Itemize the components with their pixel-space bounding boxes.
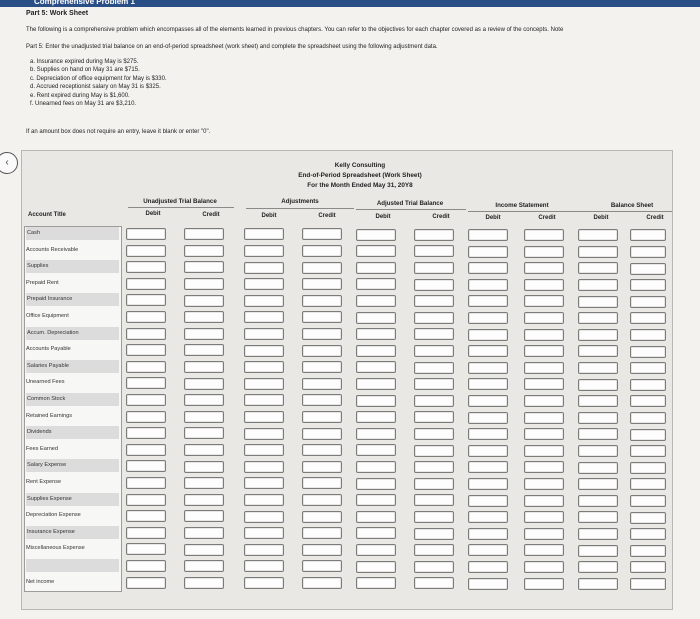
amount-input-bs-credit[interactable] — [630, 246, 666, 258]
amount-input-is-credit[interactable] — [524, 262, 564, 274]
amount-input-adj-credit[interactable] — [302, 328, 342, 340]
amount-input-bs-credit[interactable] — [630, 445, 666, 457]
amount-input-adj-credit[interactable] — [302, 461, 342, 473]
account-label: Supplies Expense — [26, 493, 119, 506]
amount-input-is-debit[interactable] — [468, 229, 508, 241]
amount-input-adj-debit[interactable] — [244, 511, 284, 523]
amount-input-bs-credit[interactable] — [630, 578, 666, 590]
amount-input-atb-debit[interactable] — [356, 511, 396, 523]
amount-input-bs-debit[interactable] — [578, 345, 618, 357]
amount-input-bs-credit[interactable] — [630, 379, 666, 391]
group-divider — [128, 207, 234, 208]
amount-input-bs-debit[interactable] — [578, 246, 618, 258]
amount-input-bs-credit[interactable] — [630, 528, 666, 540]
amount-input-bs-debit[interactable] — [578, 296, 618, 308]
amount-input-atb-debit[interactable] — [356, 561, 396, 573]
amount-input-utb-credit[interactable] — [184, 295, 224, 307]
amount-input-utb-credit[interactable] — [184, 544, 224, 556]
amount-input-utb-credit[interactable] — [184, 311, 224, 323]
intro-text: The following is a comprehensive problem which encompasses all of the elements learned in previous chapters. You can refer to the objectives for each chapter covered as a review of the concepts. Note — [26, 27, 564, 33]
group-adjusted-tb: Adjusted Trial Balance — [376, 200, 444, 207]
amount-input-bs-credit[interactable] — [630, 296, 666, 308]
amount-input-bs-debit[interactable] — [578, 495, 618, 507]
amount-input-utb-debit[interactable] — [126, 344, 166, 356]
amount-input-is-credit[interactable] — [524, 461, 564, 473]
amount-input-utb-credit[interactable] — [184, 444, 224, 456]
amount-input-atb-debit[interactable] — [356, 428, 396, 440]
amount-input-adj-debit[interactable] — [244, 245, 284, 257]
amount-input-atb-credit[interactable] — [414, 312, 454, 324]
amount-input-adj-credit[interactable] — [302, 378, 342, 390]
account-label: Net income — [26, 578, 55, 585]
amount-input-utb-credit[interactable] — [184, 510, 224, 522]
amount-input-utb-debit[interactable] — [126, 527, 166, 539]
amount-input-atb-debit[interactable] — [356, 444, 396, 456]
amount-input-is-debit[interactable] — [468, 412, 508, 424]
amount-input-utb-debit[interactable] — [126, 427, 166, 439]
amount-input-adj-credit[interactable] — [302, 278, 342, 290]
amount-input-atb-credit[interactable] — [414, 428, 454, 440]
amount-input-utb-debit[interactable] — [126, 278, 166, 290]
account-label: Cash — [26, 227, 119, 240]
amount-input-atb-credit[interactable] — [414, 328, 454, 340]
group-divider — [578, 211, 672, 212]
amount-input-bs-debit[interactable] — [578, 528, 618, 540]
amount-input-adj-debit[interactable] — [244, 544, 284, 556]
amount-input-utb-debit[interactable] — [126, 444, 166, 456]
amount-input-adj-debit[interactable] — [244, 394, 284, 406]
amount-input-atb-credit[interactable] — [414, 395, 454, 407]
amount-input-atb-debit[interactable] — [356, 229, 396, 241]
amount-input-atb-credit[interactable] — [414, 528, 454, 540]
col-is-debit: Debit — [485, 215, 501, 221]
amount-input-is-credit[interactable] — [524, 295, 564, 307]
amount-input-adj-credit[interactable] — [302, 394, 342, 406]
col-is-credit: Credit — [538, 215, 556, 221]
amount-input-is-credit[interactable] — [524, 345, 564, 357]
amount-input-bs-credit[interactable] — [630, 229, 666, 241]
account-label: Insurance Expense — [26, 526, 119, 539]
amount-input-atb-credit[interactable] — [414, 494, 454, 506]
amount-input-bs-debit[interactable] — [578, 428, 618, 440]
amount-input-atb-credit[interactable] — [414, 345, 454, 357]
amount-input-bs-debit[interactable] — [578, 329, 618, 341]
amount-input-is-debit[interactable] — [468, 511, 508, 523]
amount-input-adj-debit[interactable] — [244, 262, 284, 274]
amount-input-bs-debit[interactable] — [578, 445, 618, 457]
amount-input-is-debit[interactable] — [468, 279, 508, 291]
col-adj-debit: Debit — [261, 213, 277, 219]
amount-input-utb-credit[interactable] — [184, 461, 224, 473]
chevron-left-icon[interactable]: ‹ — [0, 152, 18, 174]
amount-input-bs-credit[interactable] — [630, 312, 666, 324]
amount-input-atb-credit[interactable] — [414, 561, 454, 573]
account-label: Accounts Receivable — [26, 246, 79, 253]
amount-input-bs-credit[interactable] — [630, 495, 666, 507]
amount-input-adj-credit[interactable] — [302, 228, 342, 240]
worksheet-period: For the Month Ended May 31, 20Y8 — [307, 182, 413, 189]
amount-input-utb-credit[interactable] — [184, 494, 224, 506]
amount-input-is-credit[interactable] — [524, 412, 564, 424]
amount-input-utb-credit[interactable] — [184, 328, 224, 340]
amount-input-bs-credit[interactable] — [630, 478, 666, 490]
amount-input-is-credit[interactable] — [524, 528, 564, 540]
amount-input-atb-debit[interactable] — [356, 527, 396, 539]
amount-input-is-credit[interactable] — [524, 544, 564, 556]
amount-input-bs-credit[interactable] — [630, 279, 666, 291]
amount-input-atb-debit[interactable] — [356, 295, 396, 307]
amount-input-utb-debit[interactable] — [126, 510, 166, 522]
account-label: Accum. Depreciation — [26, 327, 119, 340]
amount-input-atb-credit[interactable] — [414, 229, 454, 241]
amount-input-adj-credit[interactable] — [302, 262, 342, 274]
amount-input-utb-debit[interactable] — [126, 494, 166, 506]
account-label: Prepaid Insurance — [26, 293, 119, 306]
amount-input-utb-credit[interactable] — [184, 278, 224, 290]
amount-input-utb-credit[interactable] — [184, 560, 224, 572]
amount-input-utb-debit[interactable] — [126, 460, 166, 472]
group-unadjusted-tb: Unadjusted Trial Balance — [143, 198, 217, 205]
group-adjustments: Adjustments — [281, 198, 319, 205]
amount-input-adj-debit[interactable] — [244, 378, 284, 390]
amount-input-utb-debit[interactable] — [126, 228, 166, 240]
amount-input-utb-credit[interactable] — [184, 361, 224, 373]
amount-input-bs-debit[interactable] — [578, 312, 618, 324]
account-label — [26, 559, 119, 572]
amount-input-utb-credit[interactable] — [184, 261, 224, 273]
amount-input-adj-credit[interactable] — [302, 295, 342, 307]
amount-input-utb-debit[interactable] — [126, 245, 166, 257]
amount-input-atb-debit[interactable] — [356, 345, 396, 357]
amount-input-adj-debit[interactable] — [244, 428, 284, 440]
col-utb-debit: Debit — [145, 211, 161, 217]
amount-input-atb-debit[interactable] — [356, 478, 396, 490]
amount-input-atb-debit[interactable] — [356, 395, 396, 407]
amount-input-atb-debit[interactable] — [356, 461, 396, 473]
amount-input-atb-credit[interactable] — [414, 577, 454, 589]
amount-input-utb-credit[interactable] — [184, 394, 224, 406]
amount-input-is-debit[interactable] — [468, 329, 508, 341]
adjustment-item: e. Rent expired during May is $1,600. — [30, 92, 130, 99]
worksheet-title: End-of-Period Spreadsheet (Work Sheet) — [298, 172, 422, 179]
amount-input-adj-credit[interactable] — [302, 511, 342, 523]
amount-input-is-debit[interactable] — [468, 528, 508, 540]
amount-input-atb-debit[interactable] — [356, 245, 396, 257]
amount-input-is-debit[interactable] — [468, 378, 508, 390]
amount-input-bs-debit[interactable] — [578, 262, 618, 274]
amount-input-is-debit[interactable] — [468, 478, 508, 490]
amount-input-is-debit[interactable] — [468, 246, 508, 258]
amount-input-is-debit[interactable] — [468, 544, 508, 556]
group-divider — [356, 209, 466, 210]
amount-input-utb-credit[interactable] — [184, 527, 224, 539]
amount-input-bs-credit[interactable] — [630, 329, 666, 341]
amount-input-is-debit[interactable] — [468, 428, 508, 440]
amount-input-bs-debit[interactable] — [578, 412, 618, 424]
part-instruction: Part 5: Enter the unadjusted trial balance on an end-of-period spreadsheet (work sheet) and complete the spreadsheet using the following adjustment data. — [26, 44, 438, 50]
amount-input-bs-debit[interactable] — [578, 511, 618, 523]
account-label: Retained Earnings — [26, 412, 73, 419]
amount-input-bs-debit[interactable] — [578, 379, 618, 391]
amount-input-bs-debit[interactable] — [578, 362, 618, 374]
account-label: Salaries Payable — [26, 360, 119, 373]
amount-input-is-debit[interactable] — [468, 362, 508, 374]
amount-input-atb-credit[interactable] — [414, 478, 454, 490]
amount-input-bs-credit[interactable] — [630, 545, 666, 557]
account-label: Depreciation Expense — [26, 512, 81, 519]
amount-input-atb-debit[interactable] — [356, 328, 396, 340]
company-name: Kelly Consulting — [334, 162, 386, 169]
account-label: Fees Earned — [26, 445, 59, 452]
amount-input-is-credit[interactable] — [524, 279, 564, 291]
amount-input-bs-debit[interactable] — [578, 545, 618, 557]
amount-input-utb-credit[interactable] — [184, 427, 224, 439]
amount-input-bs-debit[interactable] — [578, 578, 618, 590]
amount-input-adj-debit[interactable] — [244, 527, 284, 539]
account-label: Accounts Payable — [26, 346, 71, 353]
amount-input-adj-debit[interactable] — [244, 361, 284, 373]
amount-input-adj-debit[interactable] — [244, 461, 284, 473]
amount-input-utb-credit[interactable] — [184, 228, 224, 240]
part-title: Part 5: Work Sheet — [26, 10, 89, 17]
amount-input-atb-credit[interactable] — [414, 461, 454, 473]
group-balance-sheet: Balance Sheet — [610, 202, 654, 209]
amount-input-atb-credit[interactable] — [414, 544, 454, 556]
amount-input-bs-debit[interactable] — [578, 229, 618, 241]
amount-input-is-credit[interactable] — [524, 395, 564, 407]
account-label: Salary Expense — [26, 459, 119, 472]
amount-input-adj-credit[interactable] — [302, 411, 342, 423]
amount-input-bs-debit[interactable] — [578, 395, 618, 407]
amount-input-atb-credit[interactable] — [414, 511, 454, 523]
amount-input-adj-debit[interactable] — [244, 560, 284, 572]
amount-input-utb-debit[interactable] — [126, 361, 166, 373]
amount-input-is-credit[interactable] — [524, 445, 564, 457]
col-adj-credit: Credit — [318, 213, 336, 219]
amount-input-utb-debit[interactable] — [126, 328, 166, 340]
col-bs-debit: Debit — [593, 215, 609, 221]
amount-input-adj-credit[interactable] — [302, 494, 342, 506]
amount-input-bs-credit[interactable] — [630, 412, 666, 424]
amount-input-utb-debit[interactable] — [126, 261, 166, 273]
amount-input-atb-debit[interactable] — [356, 577, 396, 589]
amount-input-bs-credit[interactable] — [630, 512, 666, 524]
amount-input-atb-credit[interactable] — [414, 245, 454, 257]
amount-input-adj-credit[interactable] — [302, 577, 342, 589]
amount-input-utb-debit[interactable] — [126, 311, 166, 323]
account-label: Unearned Fees — [26, 379, 65, 386]
amount-input-is-credit[interactable] — [524, 378, 564, 390]
group-divider — [246, 208, 354, 209]
amount-input-adj-credit[interactable] — [302, 428, 342, 440]
account-label: Dividends — [26, 426, 119, 439]
group-income-statement: Income Statement — [495, 202, 549, 209]
amount-input-atb-debit[interactable] — [356, 378, 396, 390]
adjustment-item: c. Depreciation of office equipment for May is $330. — [30, 75, 167, 82]
account-label: Common Stock — [26, 393, 119, 406]
adjustment-item: d. Accrued receptionist salary on May 31 is $325. — [30, 84, 161, 91]
amount-input-bs-credit[interactable] — [630, 263, 666, 275]
amount-input-atb-debit[interactable] — [356, 544, 396, 556]
amount-input-is-credit[interactable] — [524, 312, 564, 324]
amount-input-is-debit[interactable] — [468, 445, 508, 457]
amount-input-is-debit[interactable] — [468, 312, 508, 324]
account-title-header: Account Title — [28, 212, 66, 218]
amount-input-adj-credit[interactable] — [302, 560, 342, 572]
col-bs-credit: Credit — [646, 215, 664, 221]
amount-input-adj-credit[interactable] — [302, 311, 342, 323]
amount-input-is-debit[interactable] — [468, 395, 508, 407]
amount-input-adj-debit[interactable] — [244, 477, 284, 489]
amount-input-bs-debit[interactable] — [578, 561, 618, 573]
account-label: Supplies — [26, 260, 119, 273]
amount-input-is-credit[interactable] — [524, 428, 564, 440]
amount-input-utb-credit[interactable] — [184, 411, 224, 423]
account-label: Prepaid Rent — [26, 279, 59, 286]
amount-input-is-debit[interactable] — [468, 295, 508, 307]
entry-note: If an amount box does not require an entry, leave it blank or enter "0". — [26, 129, 211, 135]
amount-input-utb-debit[interactable] — [126, 377, 166, 389]
amount-input-adj-credit[interactable] — [302, 477, 342, 489]
amount-input-utb-credit[interactable] — [184, 344, 224, 356]
amount-input-bs-credit[interactable] — [630, 561, 666, 573]
group-divider — [468, 211, 578, 212]
amount-input-atb-debit[interactable] — [356, 361, 396, 373]
col-atb-credit: Credit — [432, 214, 450, 220]
amount-input-utb-credit[interactable] — [184, 245, 224, 257]
amount-input-is-credit[interactable] — [524, 246, 564, 258]
amount-input-atb-credit[interactable] — [414, 445, 454, 457]
amount-input-atb-credit[interactable] — [414, 411, 454, 423]
amount-input-bs-credit[interactable] — [630, 395, 666, 407]
amount-input-bs-debit[interactable] — [578, 279, 618, 291]
col-utb-credit: Credit — [202, 212, 220, 218]
amount-input-adj-credit[interactable] — [302, 444, 342, 456]
amount-input-atb-credit[interactable] — [414, 362, 454, 374]
amount-input-adj-debit[interactable] — [244, 444, 284, 456]
amount-input-adj-debit[interactable] — [244, 311, 284, 323]
amount-input-is-credit[interactable] — [524, 578, 564, 590]
amount-input-adj-credit[interactable] — [302, 245, 342, 257]
account-label: Office Equipment — [26, 313, 69, 319]
amount-input-atb-credit[interactable] — [414, 262, 454, 274]
amount-input-is-credit[interactable] — [524, 561, 564, 573]
adjustment-item: a. Insurance expired during May is $275. — [30, 59, 139, 65]
account-label: Rent Expense — [26, 479, 62, 485]
amount-input-utb-debit[interactable] — [126, 560, 166, 572]
amount-input-adj-credit[interactable] — [302, 544, 342, 556]
adjustment-item: b. Supplies on hand on May 31 are $715. — [30, 67, 140, 74]
amount-input-is-credit[interactable] — [524, 362, 564, 374]
amount-input-adj-credit[interactable] — [302, 527, 342, 539]
amount-input-bs-credit[interactable] — [630, 346, 666, 358]
amount-input-atb-debit[interactable] — [356, 411, 396, 423]
adjustment-item: f. Unearned fees on May 31 are $3,210. — [30, 101, 137, 108]
amount-input-atb-credit[interactable] — [414, 378, 454, 390]
amount-input-is-debit[interactable] — [468, 345, 508, 357]
amount-input-utb-credit[interactable] — [184, 378, 224, 390]
amount-input-atb-credit[interactable] — [414, 279, 454, 291]
amount-input-utb-debit[interactable] — [126, 411, 166, 423]
amount-input-adj-credit[interactable] — [302, 345, 342, 357]
amount-input-utb-debit[interactable] — [126, 577, 166, 589]
amount-input-is-credit[interactable] — [524, 229, 564, 241]
amount-input-is-debit[interactable] — [468, 262, 508, 274]
amount-input-bs-credit[interactable] — [630, 429, 666, 441]
amount-input-utb-credit[interactable] — [184, 477, 224, 489]
col-atb-debit: Debit — [375, 214, 391, 220]
amount-input-is-credit[interactable] — [524, 511, 564, 523]
amount-input-utb-credit[interactable] — [184, 577, 224, 589]
amount-input-is-debit[interactable] — [468, 561, 508, 573]
amount-input-adj-debit[interactable] — [244, 228, 284, 240]
amount-input-is-credit[interactable] — [524, 478, 564, 490]
amount-input-is-credit[interactable] — [524, 495, 564, 507]
amount-input-adj-debit[interactable] — [244, 295, 284, 307]
amount-input-atb-debit[interactable] — [356, 262, 396, 274]
adjustment-list — [30, 58, 167, 108]
amount-input-adj-credit[interactable] — [302, 361, 342, 373]
amount-input-is-debit[interactable] — [468, 461, 508, 473]
amount-input-bs-debit[interactable] — [578, 478, 618, 490]
amount-input-atb-debit[interactable] — [356, 494, 396, 506]
amount-input-utb-debit[interactable] — [126, 394, 166, 406]
amount-input-atb-debit[interactable] — [356, 312, 396, 324]
amount-input-is-debit[interactable] — [468, 495, 508, 507]
amount-input-adj-debit[interactable] — [244, 577, 284, 589]
amount-input-adj-debit[interactable] — [244, 328, 284, 340]
amount-input-bs-credit[interactable] — [630, 462, 666, 474]
amount-input-adj-debit[interactable] — [244, 411, 284, 423]
account-label: Miscellaneous Expense — [26, 545, 85, 552]
top-banner — [0, 0, 700, 7]
amount-input-is-debit[interactable] — [468, 578, 508, 590]
amount-input-atb-credit[interactable] — [414, 295, 454, 307]
banner-text: Comprehensive Problem 1 — [34, 0, 135, 6]
amount-input-atb-debit[interactable] — [356, 278, 396, 290]
amount-input-utb-debit[interactable] — [126, 543, 166, 555]
amount-input-utb-debit[interactable] — [126, 477, 166, 489]
amount-input-utb-debit[interactable] — [126, 294, 166, 306]
amount-input-is-credit[interactable] — [524, 329, 564, 341]
amount-input-adj-debit[interactable] — [244, 494, 284, 506]
amount-input-adj-debit[interactable] — [244, 345, 284, 357]
amount-input-adj-debit[interactable] — [244, 278, 284, 290]
amount-input-bs-credit[interactable] — [630, 362, 666, 374]
amount-input-bs-debit[interactable] — [578, 462, 618, 474]
